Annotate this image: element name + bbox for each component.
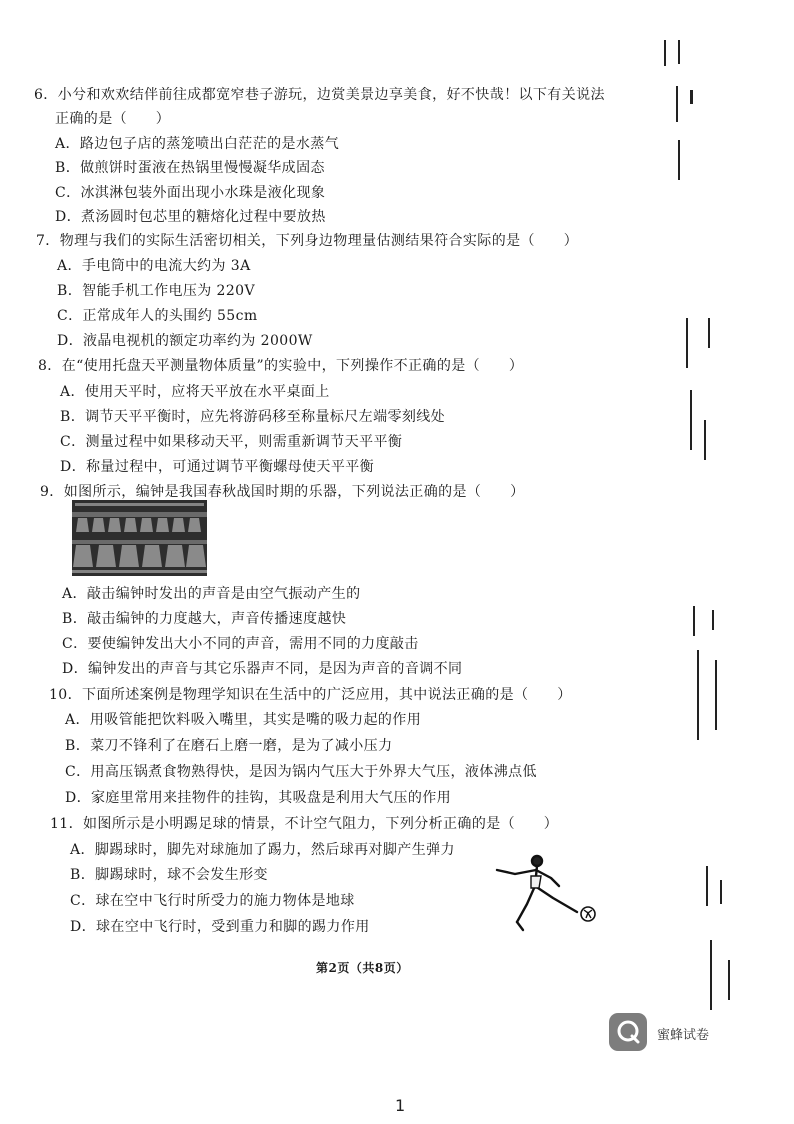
scan-mark [697, 650, 699, 740]
scan-mark [712, 610, 714, 630]
q9-option-d: D．编钟发出的声音与其它乐器声不同，是因为声音的音调不同 [62, 661, 463, 677]
q11-option-d: D．球在空中飞行时，受到重力和脚的踢力作用 [70, 919, 370, 935]
scan-mark [678, 40, 680, 64]
q8-stem: 8．在“使用托盘天平测量物体质量”的实验中，下列操作不正确的是（ ） [38, 358, 524, 374]
q7-option-d: D．液晶电视机的额定功率约为 2000W [57, 333, 313, 349]
q8-option-a: A．使用天平时，应将天平放在水平桌面上 [60, 384, 330, 400]
page-number: 1 [395, 1096, 406, 1115]
q11-option-a: A．脚踢球时，脚先对球施加了踢力，然后球再对脚产生弹力 [70, 842, 455, 858]
q9-option-b: B．敲击编钟的力度越大，声音传播速度越快 [62, 611, 347, 627]
scan-mark [690, 390, 692, 450]
scan-mark [686, 318, 688, 368]
q8-option-b: B．调节天平平衡时，应先将游码移至称量标尺左端零刻线处 [60, 409, 446, 425]
watermark-label: 蜜蜂试卷 [657, 1028, 710, 1043]
q11-option-b: B．脚踢球时，球不会发生形变 [70, 867, 268, 883]
bianzhong-bells-photo [72, 500, 207, 576]
q11-stem: 11．如图所示是小明踢足球的情景，不计空气阻力，下列分析正确的是（ ） [50, 816, 559, 832]
q7-option-b: B．智能手机工作电压为 220V [57, 283, 255, 299]
q7-stem: 7．物理与我们的实际生活密切相关，下列身边物理量估测结果符合实际的是（ ） [36, 233, 579, 249]
q7-option-c: C．正常成年人的头围约 55cm [57, 308, 258, 324]
q10-stem: 10．下面所述案例是物理学知识在生活中的广泛应用，其中说法正确的是（ ） [49, 687, 572, 703]
page-footer: 第2页（共8页） [316, 961, 409, 975]
q6-option-c: C．冰淇淋包装外面出现小水珠是液化现象 [55, 185, 326, 201]
scan-mark [704, 420, 706, 460]
scan-mark [678, 140, 680, 180]
app-logo-icon [609, 1013, 647, 1051]
scan-mark [728, 960, 730, 1000]
scan-mark [715, 660, 717, 730]
soccer-kick-figure [487, 852, 603, 938]
scan-mark [710, 940, 712, 1010]
scan-mark [706, 866, 708, 906]
q9-option-c: C．要使编钟发出大小不同的声音，需用不同的力度敲击 [62, 636, 419, 652]
scan-mark [690, 90, 693, 104]
scan-mark [693, 606, 695, 636]
q11-option-c: C．球在空中飞行时所受力的施力物体是地球 [70, 893, 355, 909]
q9-option-a: A．敲击编钟时发出的声音是由空气振动产生的 [62, 586, 361, 602]
scan-mark [708, 318, 710, 348]
q6-stem-line1: 6．小兮和欢欢结伴前往成都宽窄巷子游玩，边赏美景边享美食，好不快哉！以下有关说法 [34, 87, 605, 103]
q6-option-d: D．煮汤圆时包芯里的糖熔化过程中要放热 [55, 209, 326, 225]
scan-mark [720, 880, 722, 904]
q8-option-c: C．测量过程中如果移动天平，则需重新调节天平平衡 [60, 434, 403, 450]
q9-stem: 9．如图所示，编钟是我国春秋战国时期的乐器，下列说法正确的是（ ） [40, 484, 525, 500]
q6-option-a: A．路边包子店的蒸笼喷出白茫茫的是水蒸气 [55, 136, 340, 152]
q6-option-b: B．做煎饼时蛋液在热锅里慢慢凝华成固态 [55, 160, 325, 176]
q10-option-b: B．菜刀不锋利了在磨石上磨一磨，是为了减小压力 [65, 738, 393, 754]
scan-mark [664, 40, 666, 66]
q10-option-c: C．用高压锅煮食物熟得快，是因为锅内气压大于外界大气压，液体沸点低 [65, 764, 537, 780]
q7-option-a: A．手电筒中的电流大约为 3A [57, 258, 251, 274]
q6-stem-line2: 正确的是（ ） [55, 111, 171, 127]
q10-option-a: A．用吸管能把饮料吸入嘴里，其实是嘴的吸力起的作用 [65, 712, 422, 728]
q8-option-d: D．称量过程中，可通过调节平衡螺母使天平平衡 [60, 459, 375, 475]
q10-option-d: D．家庭里常用来挂物件的挂钩，其吸盘是利用大气压的作用 [65, 790, 452, 806]
scan-mark [676, 86, 678, 122]
